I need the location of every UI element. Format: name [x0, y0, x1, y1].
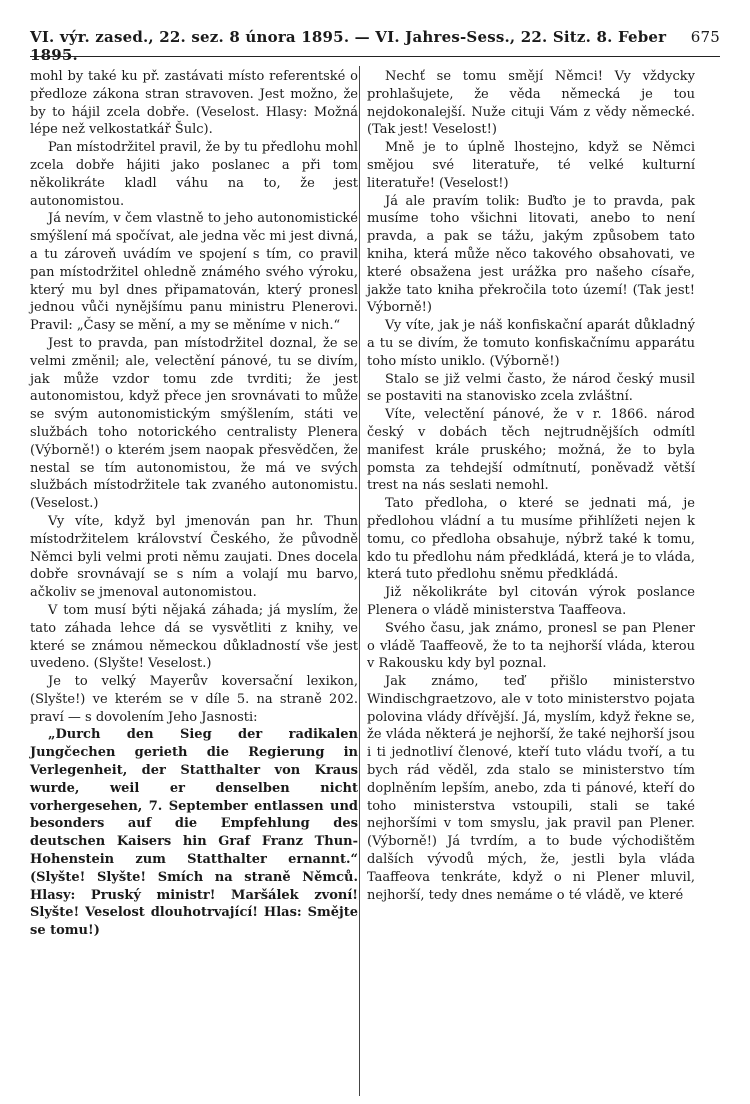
paragraph: Pan místodržitel pravil, že by tu předlohu mohl zcela dobře hájiti jako poslanec a při tom několikráte kladl váhu na to, že jest autonomistou.: [30, 140, 358, 209]
paragraph: Je to velký Mayerův koversační lexikon, (Slyšte!) ve kterém se v díle 5. na straně 202. praví — s dovolením Jeho Jasnosti:: [30, 674, 358, 725]
left-column: [30, 68, 358, 940]
paragraph: Vy víte, jak je náš konfiskační aparát důkladný a tu se divím, že tomuto konfiskačnímu apparátu toho místo uniklo. (Výborně!): [367, 318, 695, 369]
paragraph: Jest to pravda, pan místodržitel doznal, že se velmi změnil; ale, velectění pánové, tu se divím, jak může vzdor tomu zde tvrditi; že jest autonomistou, když přece jen srovnávati to může se svým autonomistickým smýšlením, státi ve službách toho notorického centralisty Plenera (Výborně!) o kterém jsem naopak přesvědčen, že nestal se tím autonomistou, že má ve svých službách místodržitele tak zvaného autonomistu. (Veselost.): [30, 335, 358, 512]
paragraph: V tom musí býti nějaká záhada; já myslím, že tato záhada lehce dá se vysvětliti z knihy, ve které se známou německou důkladností vše jest uvedeno. (Slyšte! Veselost.): [30, 602, 358, 672]
paragraph: Já ale pravím tolik: Buďto je to pravda, pak musíme toho všichni litovati, anebo to není pravda, a pak se tážu, jakým způsobem tato kniha, která může něco takového obsahovati, ve které obsažena jest urážka pro našeho císaře, jakže tato kniha překročila toto území! (Tak jest! Výborně!): [367, 193, 695, 316]
running-head: VI. výr. zased., 22. sez. 8 února 1895. — VI. Jahres-Sess., 22. Sitz. 8. Feber 1895.: [30, 28, 667, 64]
column-divider: [359, 66, 360, 1096]
paragraph: Víte, velectění pánové, že v r. 1866. národ český v dobách těch nejtrudnějších odmítl manifest krále pruského; možná, že to byla pomsta za tehdejší odmítnutí, poněvadž větší trest na nás seslati nemohl.: [367, 407, 695, 494]
paragraph: Stalo se již velmi často, že národ český musil se postaviti na stanovisko zcela zvláštní.: [367, 371, 695, 405]
page-header: [30, 28, 720, 64]
header-rule: [30, 56, 720, 57]
paragraph: Vy víte, když byl jmenován pan hr. Thun místodržitelem království Českého, že původně Němci byli velmi proti němu zaujati. Dnes docela dobře srovnávají se s ním a volají mu barvo, ačkoliv se jmenoval autonomistou.: [30, 513, 358, 601]
paragraph: Svého času, jak známo, pronesl se pan Plener o vládě Taaffeově, že to ta nejhorší vláda, kterou v Rakousku kdy byl poznal.: [367, 620, 695, 672]
paragraph: Tato předloha, o které se jednati má, je předlohou vládní a tu musíme přihlížeti nejen k tomu, co předloha obsahuje, nýbrž také k tomu, kdo tu předlohu nám předkládá, která je to vláda, která tuto předlohu sněmu předkládá.: [367, 496, 695, 583]
right-column: [367, 68, 695, 904]
paragraph: Nechť se tomu smějí Němci! Vy vždycky prohlašujete, že věda německá je tou nejdokonalejší. Nuže cituji Vám z vědy německé. (Tak jest! Veselost!): [367, 69, 695, 138]
paragraph: Jak známo, teď přišlo ministerstvo Windischgraetzovo, ale v toto ministerstvo pojata polovina vlády dřívější. Já, myslím, když řekne se, že vláda některá je nejhorší, že také nejhorší jsou i ti jednotliví členové, kteří tuto vládu tvoří, a tu bych rád věděl, zda stalo se ministerstvo tím doplněním lepším, anebo, zda ti pánové, kteří do toho ministerstva vstoupili, stali se také nejhoršími v tom smyslu, jak pravil pan Plener. (Výborně!) Já tvrdím, a to bude východištěm dalších vývodů mých, že, jestli byla vláda Taaffeova tenkráte, když o ni Plener mluvil, nejhorší, tedy dnes nemáme o té vládě, ve které: [367, 674, 695, 903]
paragraph: „Durch den Sieg der radikalen Jungčechen gerieth die Regierung in Verlegenheit, der Statthalter von Kraus wurde, weil er denselben nicht vorhergesehen, 7. September entlassen und besonders auf die Empfehlung des deutschen Kaisers hin Graf Franz Thun-Hohenstein zum Statthalter ernannt.“ (Slyšte! Slyšte! Smích na straně Němců. Hlasy: Pruský ministr! Maršálek zvoní! Slyšte! Veselost dlouhotrvající! Hlas: Smějte se tomu!): [30, 727, 358, 939]
paragraph: Již několikráte byl citován výrok poslance Plenera o vládě ministerstva Taaffeova.: [367, 585, 695, 618]
paragraph: Mně je to úplně lhostejno, když se Němci smějou své literatuře, té velké kulturní literatuře! (Veselost!): [367, 140, 695, 191]
paragraph: mohl by také ku př. zastávati místo referentské o předloze zákona stran stravoven. Jest možno, že by to hájil zcela dobře. (Veselost. Hlasy: Možná lépe než velkostatkář Šulc).: [30, 69, 358, 138]
page-number: 675: [690, 28, 720, 46]
paragraph: Já nevím, v čem vlastně to jeho autonomistické smýšlení má spočívat, ale jedna věc mi jest divná, a tu zároveň uvádím ve spojení s tím, co pravil pan místodržitel ohledně známého svého výroku, který mu byl dnes připamatován, který pronesl jednou vůči nynějšímu panu ministru Plenerovi. Pravil: „Časy se mění, a my se měníme v nich.“: [30, 211, 358, 334]
